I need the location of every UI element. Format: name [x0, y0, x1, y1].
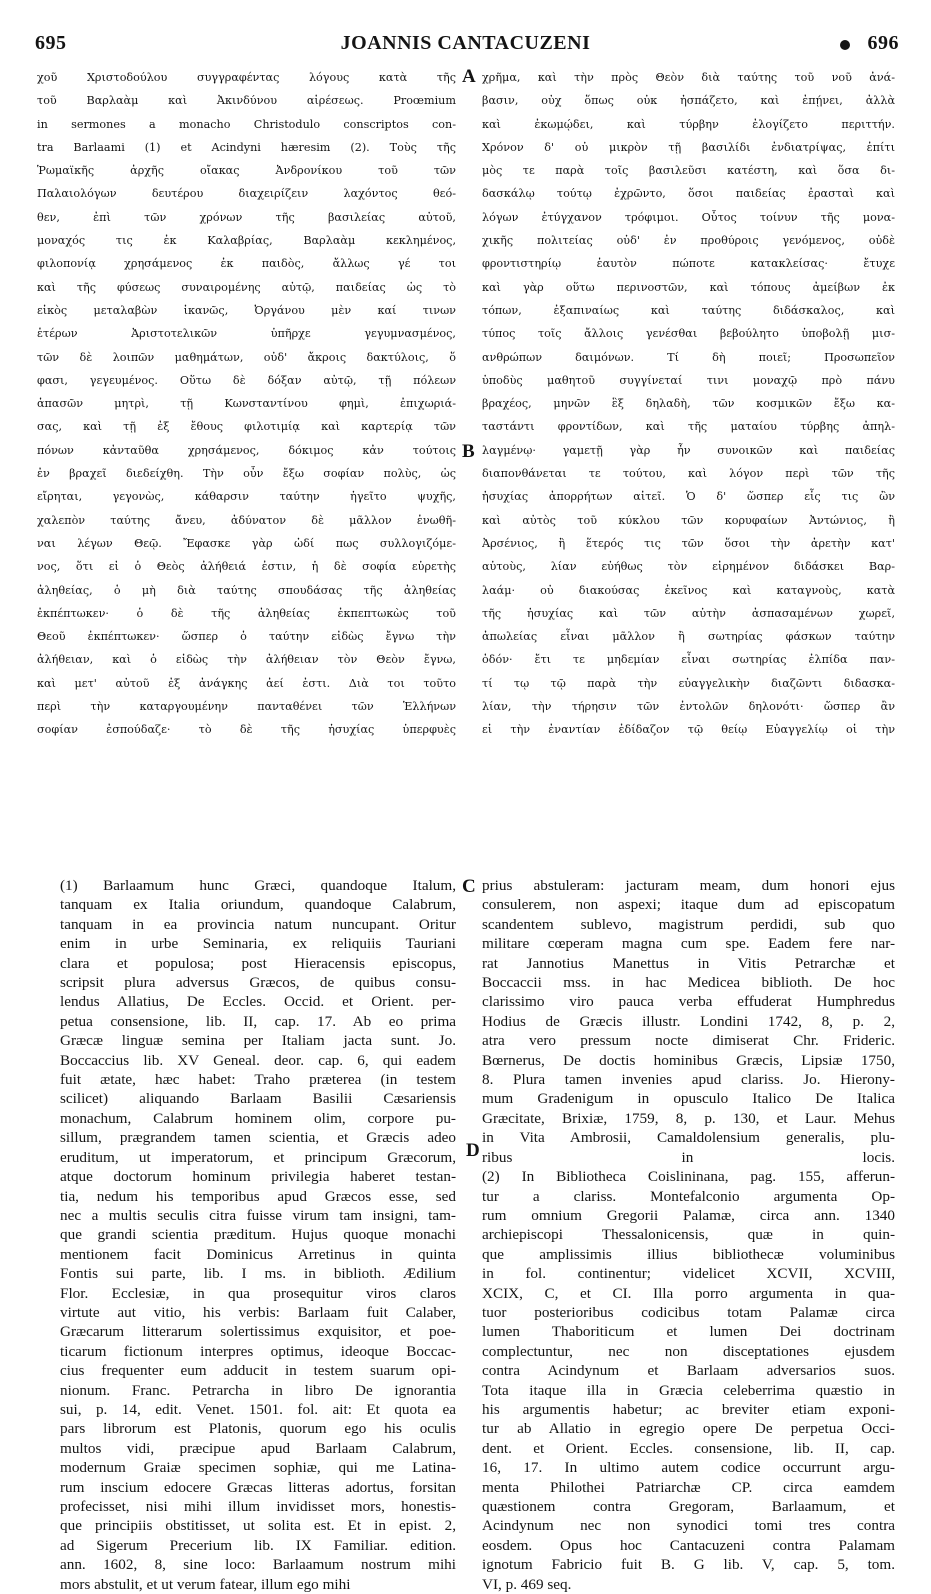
text-line: Boccaccii mss. in hac Medicea biblioth. De hoc [482, 974, 895, 992]
text-line: Χρόνον δ' οὐ μικρὸν τῇ βασιλίδι ἐνδιατρίψας, ἐπίτι [482, 140, 895, 154]
text-line: περὶ τὴν καταργουμένην πανταθένει τῶν Ἑλλήνων [37, 700, 456, 714]
text-line: tia, nedum his temporibus apud Græcos esse, sed [60, 1187, 456, 1205]
text-line: militare cœperam magna cum spe. Eadem fere nar- [482, 935, 895, 953]
text-line: virtute aut vitio, his verbis: Barlaam fuit Calaber, [60, 1303, 456, 1321]
page-number-right: 696 [867, 32, 899, 54]
text-line: φασι, γεγευμένος. Οὕτω δὲ δόξαν αὐτῷ, τῇ πόλεων [37, 373, 456, 387]
text-line: prius abstuleram: jacturam meam, dum honori ejus [482, 877, 895, 894]
text-line: Bœrnerus, De doctis hominibus Græcis, Lipsiæ 1750, [482, 1051, 895, 1069]
text-line: σας, καὶ τῇ ἐξ ἔθους φιλοτιμίᾳ καὶ καρτερίᾳ τῶν [37, 420, 456, 434]
text-line: nec a multis seculis citra fuisse virum tam insigni, tam- [60, 1206, 456, 1224]
text-line: μὸς τε παρὰ τοῖς βασιλεῦσι κατέστη, καὶ ὅσα δι- [482, 164, 895, 178]
text-line: monachum, Calabrum hominem olim, corpore pu- [60, 1109, 456, 1127]
text-line: atque doctorum hominum privilegia haberet testan- [60, 1168, 456, 1186]
text-line: τοῦ Βαρλαὰμ καὶ Ἀκινδύνου αἱρέσεως. Proœmium [37, 94, 456, 108]
text-line: Tota itaque illa in Græcia celeberrima quæstio in [482, 1381, 895, 1399]
text-line: pars librorum est Platonis, quorum ego his oculis [60, 1420, 456, 1438]
text-line: λαγμένῳ· γαμετῇ γὰρ ἦν συνοικῶν καὶ παιδείας [482, 443, 895, 457]
text-line: χαλεπὸν ταύτης ἄνευ, ἀδύνατον δὲ μᾶλλον ἑνωθῆ- [37, 513, 456, 527]
text-line: rum inscium edocere Græcas litteras adortus, forsitan [60, 1478, 456, 1496]
text-line: 8. Plura tamen invenies apud clariss. Jo. Hierony- [482, 1071, 895, 1089]
text-line: atra vero pressum nocte dimiserat Chr. Frideric. [482, 1032, 895, 1050]
text-line: ἐν βραχεῖ διεδείχθη. Τὴν οὖν ἔξω σοφίαν πολὺς, ὡς [37, 467, 456, 481]
text-line: Θεοῦ ἐκπέπτωκεν· ὥσπερ ὁ ταύτην εἰδὼς ἔγνω τὴν [37, 630, 456, 644]
text-line: ἡσυχίας ἀπορρήτων αἰτεῖ. Ὁ δ' ὥσπερ εἷς τις ὢν [482, 490, 895, 504]
text-line: καὶ αὐτὸς τοῦ κύκλου τῶν κορυφαίων Ἀντώνιος, ἢ [482, 513, 895, 527]
text-line: ὑποδὺς μαθητοῦ συγγίνεταί τινι μοναχῷ πρὸ πάνυ [482, 373, 895, 387]
text-line: καὶ τῆς φύσεως συναιρομένης αὐτῷ, παιδείας ὡς τὸ [37, 280, 456, 294]
text-line: sillum, prægrandem tamen scientia, et Græcis adeo [60, 1129, 456, 1147]
text-line: multos vidi, præcipue apud Barlaam Calabrum, [60, 1439, 456, 1457]
text-line: θεν, ἐπὶ τῶν χρόνων τῆς βασιλείας αὐτοῦ, [37, 210, 456, 224]
text-line: φιλοπονίᾳ χρησάμενος ἐκ παιδὸς, ἄλλως γέ τοι [37, 257, 456, 271]
text-line: clarissimo viro pauca verba effuderat Humphredus [482, 993, 895, 1011]
text-line: ad Sigerum Precerium lib. IX Familiar. edition. [60, 1536, 456, 1554]
text-line: consulerem, non aspexi; itaque dum ad episcopatum [482, 896, 895, 914]
text-line: χοῦ Χριστοδούλου συγγραφέντας λόγους κατὰ τῆς [37, 71, 456, 84]
text-line: mentionem facit Dominicus Arretinus in quinta [60, 1245, 456, 1263]
text-line: Boccaccius lib. XV Geneal. deor. cap. 6, qui eadem [60, 1051, 456, 1069]
text-line: dent. et Orient. Eccles. consensione, lib. II, cap. [482, 1439, 895, 1457]
text-line: Acindynum nec non synodici tomi tres contra [482, 1517, 895, 1535]
text-line: tanquam ex Italia oriundum, quandoque Calabrum, [60, 896, 456, 914]
text-line: ανθρώπων δαιμόνων. Τί δὴ ποιεῖ; Προσωπεῖον [482, 350, 895, 364]
text-line: scandentem sublevo, magistrum perdidi, sub quo [482, 915, 895, 933]
text-line: tur ab Allatio in egregio opere De perpetua Occi- [482, 1420, 895, 1438]
greek-text-left-column [37, 66, 456, 742]
margin-letter-a: A [462, 66, 476, 87]
text-line: αὐτοὺς, λίαν εὐήθως τὸν εἰρημένον διδάσκει Βαρ- [482, 560, 895, 574]
text-line: δασκάλῳ τούτῳ ἐχρῶντο, ὅσοι παιδείας ἐρασταὶ καὶ [482, 187, 895, 201]
text-line: Παλαιολόγων δευτέρου διαχειρίζειν λαχόντος θεό- [37, 187, 456, 201]
text-line: τί τῳ τῷ παρὰ τὴν εὐαγγελικὴν διαζῶντι διδασκα- [482, 676, 895, 690]
text-line: VI, p. 469 seq. [482, 1575, 572, 1593]
running-header [0, 26, 931, 56]
text-line: καὶ μετ' αὐτοῦ ἐξ ἀνάγκης ἀεί ἐστι. Διὰ τοι τοῦτο [37, 676, 456, 690]
text-line: Fontis sui parte, lib. I ms. in biblioth. Ædilium [60, 1265, 456, 1283]
text-line: tanquam in ea provincia natum nuncupant. Oritur [60, 915, 456, 933]
text-line: ἐκπέπτωκεν· ὁ δὲ τῆς ἀληθείας ἐκπεπτωκὼς τοῦ [37, 606, 456, 620]
footnotes-left-column [60, 876, 456, 1594]
text-line: sui, p. 14, edit. Venet. 1501. fol. ait: Et quota ea [60, 1400, 456, 1418]
text-line: τύπος τοῖς ἄλλοις γενέσθαι βεβούλητο ὑποβολῇ μισ- [482, 327, 895, 341]
text-line: τῶν δὲ λοιπῶν μαθημάτων, οὐδ' ἄκροις δακτύλοις, ὅ [37, 350, 456, 364]
text-line: ναι λέγων Θεῷ. Ἔφασκε γὰρ ὡδί πως συλλογιζόμε- [37, 536, 456, 550]
text-line: καὶ γὰρ οὕτω περινοστῶν, καὶ τόπους ἀμείβων ἐκ [482, 280, 895, 294]
text-line: (1) Barlaamum hunc Græci, quandoque Italum, [60, 877, 456, 894]
text-line: fuit ætate, hæc habet: Traho præterea (in testem [60, 1071, 456, 1089]
text-line: rum omnium Gregorii Palamæ, circa ann. 1340 [482, 1206, 895, 1224]
text-line: τόπων, ἐξαπιναίως καὶ ταύτης διδάσκαλος, καὶ [482, 303, 895, 317]
text-line: petua consensione, lib. II, cap. 17. Ab eo prima [60, 1012, 456, 1030]
text-line: πόνων κἀνταῦθα χρησάμενος, δόκιμος κἀν τούτοις [37, 443, 456, 457]
text-line: mum Gradenigum in opusculo Italico De Italica [482, 1090, 895, 1108]
text-line: Græcitate, Brixiæ, 1759, 8, p. 130, et Laur. Mehus [482, 1109, 895, 1127]
text-line: χικῆς πολιτείας οὐδ' ἐν προθύροις γενόμενος, οὐδὲ [482, 234, 895, 248]
text-line: scilicet) aliquando Barlaam Basilii Cæsariensis [60, 1090, 456, 1108]
text-line: contra Acindynum et Barlaam adversarios suos. [482, 1362, 895, 1380]
text-line: διαπονθάνεται τε τούτου, καὶ λόγον περὶ τῶν τῆς [482, 467, 895, 481]
text-line: archiepiscopi Thessalonicensis, quæ in quin- [482, 1226, 895, 1244]
text-line: σοφίαν ἐσπούδαζε· τὸ δὲ τῆς ἡσυχίας ὑπερφυὲς [37, 723, 456, 737]
text-line: Ῥωμαϊκῆς ἀρχῆς οἴακας Ἀνδρονίκου τοῦ τῶν [37, 164, 456, 178]
text-line: Græcarum litterarum solertissimus exquisitor, et poe- [60, 1323, 456, 1341]
text-line: lendus Allatius, De Eccles. Occid. et Orient. per- [60, 993, 456, 1011]
text-line: quæstionem contra Gregoram, Barlaamum, et [482, 1498, 895, 1515]
text-line: XCIX, C, et CI. Illa porro argumenta in qua- [482, 1284, 895, 1302]
text-line: lumen Thaboriticum et lumen Dei doctrinam [482, 1323, 895, 1341]
text-line: ἑτέρων Ἀριστοτελικῶν ὑπῆρχε γεγυμνασμένος, [37, 327, 456, 341]
text-line: (2) In Bibliotheca Coislininana, pag. 155, afferun- [482, 1168, 895, 1186]
text-line: in fol. continentur; videlicet XCVII, XCVIII, [482, 1265, 895, 1283]
text-line: eruditum, ut imperatorum, et principum Græcorum, [60, 1148, 456, 1166]
text-line: Hodius de Græcis illustr. Londini 1742, 8, p. 2, [482, 1012, 895, 1030]
margin-letter-d: D [466, 1140, 480, 1161]
text-line: rat Jannotius Manettus in Vitis Petrarchæ et [482, 954, 895, 972]
text-line: tur a clariss. Montefalconio argumenta Op- [482, 1187, 895, 1205]
text-line: χρῆμα, καὶ τὴν πρὸς Θεὸν διὰ ταύτης τοῦ νοῦ ἀνά- [482, 71, 895, 84]
text-line: ticarum fictionum interpres optimus, ideoque Boccac- [60, 1342, 456, 1360]
text-line: nionum. Franc. Petrarcha in libro De ignorantia [60, 1381, 456, 1399]
text-line: his argumentis habetur; ac breviter etiam exponi- [482, 1400, 895, 1418]
text-line: Ἀρσένιος, ἢ ἕτερός τις τῶν ὅσοι τὴν ἀρετὴν κατ' [482, 536, 895, 550]
text-line: εἰ τὴν ἐναντίαν ἐδίδαζον τῷ θείῳ Εὐαγγελίῳ οἱ τὴν [482, 723, 895, 737]
text-line: tuor posterioribus codicibus totam Palamæ circa [482, 1303, 895, 1321]
text-line: ἁπασῶν μητρὶ, τῇ Κωνσταντίνου φημὶ, ἐπιχωριά- [37, 397, 456, 411]
text-line: profecisset, nisi mihi illum invidisset mors, honestis- [60, 1498, 456, 1515]
greek-text-right-column [482, 66, 895, 742]
text-line: νος, ὅτι εἰ ὁ Θεὸς ἀλήθειά ἐστιν, ἡ δὲ σοφία εὑρετὴς [37, 560, 456, 574]
text-line: τῆς ἡσυχίας καὶ τῶν αὐτὴν ἀσπασαμένων χωρεῖ, [482, 606, 895, 620]
text-line: μοναχός τις ἐκ Καλαβρίας, Βαρλαὰμ κεκλημένος, [37, 234, 456, 248]
text-line: λίαν, τὴν τήρησιν τῶν ἐντολῶν δηλονότι· ὥσπερ ἂν [482, 700, 895, 714]
text-line: βασιν, οὐχ ὅπως οὐκ ἠσπάζετο, καὶ ἐπῄνει, ἀλλὰ [482, 94, 895, 108]
text-line: ἀπωλείας εἶναι μᾶλλον ἢ σωτηρίας φάσκων ταύτην [482, 630, 895, 644]
text-line: βραχέος, μηνῶν ἓξ δηλαδὴ, τῶν κοσμικῶν ἔξω κα- [482, 397, 895, 411]
text-line: ignotum Fabricio fuit B. G lib. V, cap. 5, tom. [482, 1556, 895, 1574]
text-line: ann. 1602, 8, sine loco: Barlaamum nostrum mihi [60, 1556, 456, 1574]
text-line: clara et populosa; post Hieracensis episcopus, [60, 954, 456, 972]
margin-letter-b: B [462, 441, 475, 462]
text-line: tra Barlaami (1) et Acindyni hæresim (2). Τοὺς τῆς [37, 140, 456, 154]
text-line: ribus in locis. [482, 1148, 895, 1166]
text-line: φροντιστηρίῳ ἑαυτὸν πώποτε κατακλείσας· ἔτυχε [482, 257, 895, 271]
text-line: 16, 17. In ultimo autem codice occurrunt argu- [482, 1459, 895, 1477]
text-line: λόγων ἐτύγχανον τρόφιμοι. Οὗτος τοίνυν τῆς μονα- [482, 210, 895, 224]
text-line: complectuntur, nec non disceptationes ejusdem [482, 1342, 895, 1360]
text-line: eosdem. Opus hoc Cantacuzeni contra Palamam [482, 1536, 895, 1554]
text-line: que grandi scientia præditum. Hujus quoque monachi [60, 1226, 456, 1244]
running-title: JOANNIS CANTACUZENI [340, 32, 591, 54]
text-line: ἀληθείας, ὁ μὴ διὰ ταύτης σπουδάσας τῆς ἀληθείας [37, 583, 456, 597]
text-line: scripsit plura adversus Græcos, de quibus consu- [60, 974, 456, 992]
text-line: εἰκὸς μεταλαβὼν ἱκανῶς, Ὀργάνου μὲν καί τινων [37, 303, 456, 317]
text-line: menta Philothei Patriarchæ CP. circa eamdem [482, 1478, 895, 1496]
footnotes-right-column [482, 876, 895, 1594]
text-line: enim in urbe Seminaria, ex reliquiis Tauriani [60, 935, 456, 953]
page-number-left: 695 [35, 32, 67, 54]
text-line: καὶ ἐκωμῴδει, καὶ τύρβην ἐλογίζετο περιττήν. [482, 117, 895, 131]
text-line: modernum Graiæ specimen sophiæ, qui me Latina- [60, 1459, 456, 1477]
ink-blot [840, 40, 850, 50]
text-line: cius frequenter eum adducit in testem suarum opi- [60, 1362, 456, 1380]
text-line: que principiis obstitisset, ut solita est. Et in epist. 2, [60, 1517, 456, 1535]
text-line: Flor. Ecclesiæ, in qua prosequitur viros claros [60, 1284, 456, 1302]
text-line: Græcæ linguæ semina per Italiam jacta sunt. Jo. [60, 1032, 456, 1050]
margin-letter-c: C [462, 876, 476, 897]
text-line: in Vita Ambrosii, Camaldolensium generalis, plu- [482, 1129, 895, 1147]
text-line: ἀλήθειαν, καὶ ὁ εἰδὼς τὴν ἀλήθειαν τὸν Θεὸν ἔγνω, [37, 653, 456, 667]
text-line: in sermones a monacho Christodulo conscriptos con- [37, 117, 456, 131]
text-line: ταστάντι φροντίδων, καὶ τῆς ματαίου τύρβης ἀπηλ- [482, 420, 895, 434]
text-line: εἴρηται, γεγονὼς, κάθαρσιν ταύτην ἡγεῖτο ψυχῆς, [37, 490, 456, 504]
text-line: mors abstulit, et ut verum fatear, illum ego mihi [60, 1575, 351, 1593]
text-line: λαάμ· οὐ διακούσας ἐκεῖνος καὶ καταγνοὺς, κατὰ [482, 583, 895, 597]
text-line: ὁδόν· ἔτι τε μηδεμίαν εἶναι σωτηρίας ἐλπίδα παν- [482, 653, 895, 667]
text-line: que amplissimis illius bibliothecæ voluminibus [482, 1245, 895, 1263]
